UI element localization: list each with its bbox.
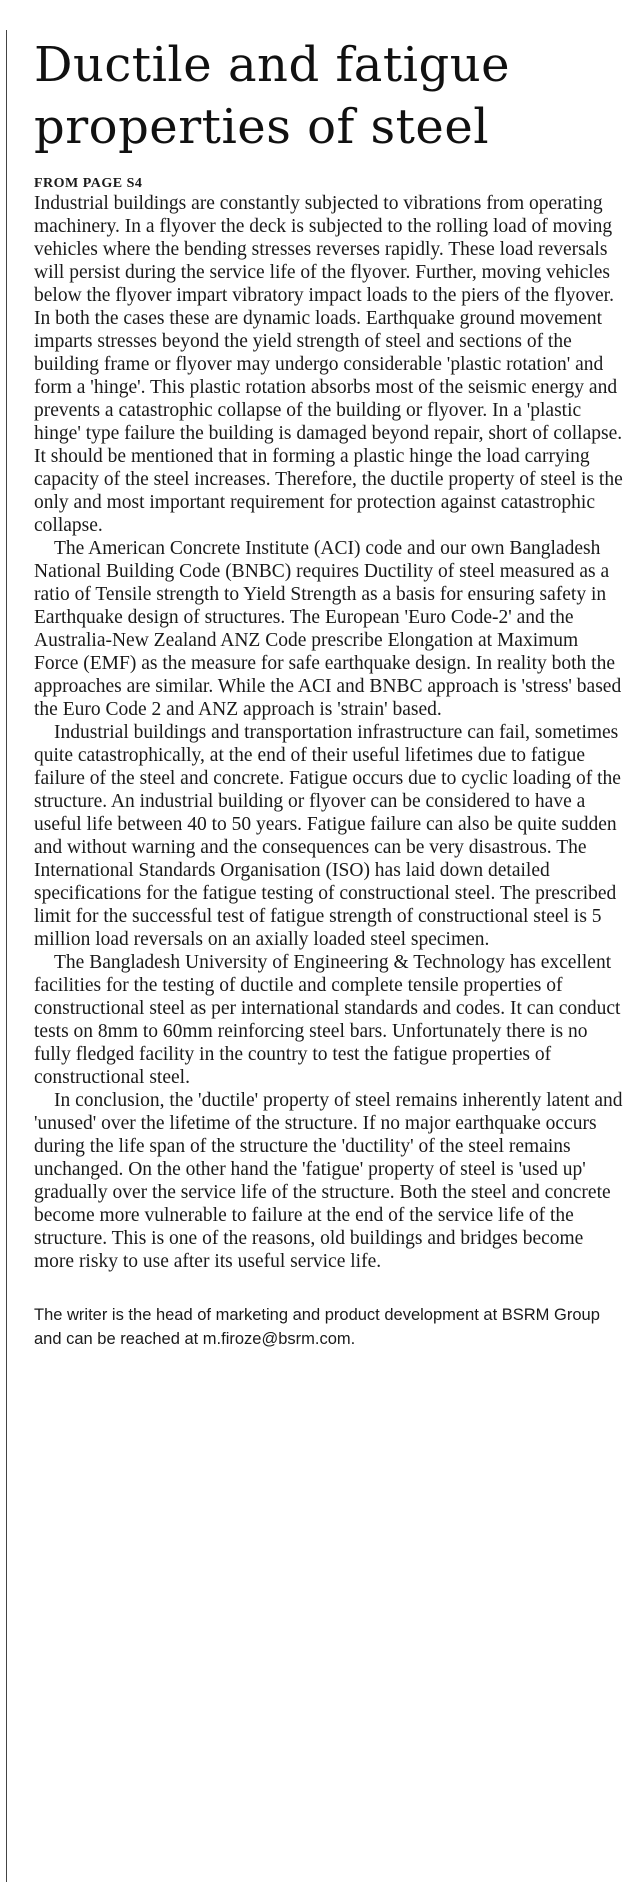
headline: [34, 34, 626, 158]
author-byline: The writer is the head of marketing and product development at BSRM Group and can be reached at m.firoze@bsrm.com.: [34, 1306, 600, 1348]
headline-line-2: properties of steel: [34, 99, 490, 155]
paragraph-4: The Bangladesh University of Engineering & Technology has excellent facilities for the testing of ductile and complete tensile properties of constructional steel as per international standards and codes. It can conduct tests on 8mm to 60mm reinforcing steel bars. Unfortunately there is no fully fledged facility in the country to test the fatigue properties of constructional steel.: [34, 952, 621, 1088]
paragraph-3: Industrial buildings and transportation infrastructure can fail, sometimes quite catastrophically, at the end of their useful lifetimes due to fatigue failure of the steel and concrete. Fatigue occurs due to cyclic loading of the structure. An industrial building or flyover can be considered to have a useful life between 40 to 50 years. Fatigue failure can also be quite sudden and without warning and the consequences can be very disastrous. The International Standards Organisation (ISO) has laid down detailed specifications for the fatigue testing of constructional steel. The prescribed limit for the successful test of fatigue strength of constructional steel is 5 million load reversals on an axially loaded steel specimen.: [34, 722, 621, 950]
paragraph-1: Industrial buildings are constantly subjected to vibrations from operating machinery. In a flyover the deck is subjected to the rolling load of moving vehicles where the bending stresses reverses rapidly. These load reversals will persist during the service life of the flyover. Further, moving vehicles below the flyover impart vibratory impact loads to the piers of the flyover. In both the cases these are dynamic loads. Earthquake ground movement imparts stresses beyond the yield strength of steel and sections of the building frame or flyover may undergo considerable 'plastic rotation' and form a 'hinge'. This plastic rotation absorbs most of the seismic energy and prevents a catastrophic collapse of the building or flyover. In a 'plastic hinge' type failure the building is damaged beyond repair, short of collapse. It should be mentioned that in forming a plastic hinge the load carrying capacity of the steel increases. Therefore, the ductile property of steel is the only and most important requirement for protection against catastrophic collapse.: [34, 193, 623, 536]
article: [34, 0, 626, 1351]
paragraph-5: In conclusion, the 'ductile' property of steel remains inherently latent and 'unused' over the lifetime of the structure. If no major earthquake occurs during the life span of the structure the 'ductility' of the steel remains unchanged. On the other hand the 'fatigue' property of steel is 'used up' gradually over the service life of the structure. Both the steel and concrete become more vulnerable to failure at the end of the service life of the structure. This is one of the reasons, old buildings and bridges become more risky to use after its useful service life.: [34, 1090, 623, 1272]
article-body: [34, 192, 626, 1273]
headline-line-1: Ductile and fatigue: [34, 37, 511, 93]
continuation-label: FROM PAGE S4: [34, 176, 143, 191]
paragraph-2: The American Concrete Institute (ACI) code and our own Bangladesh National Building Code (BNBC) requires Ductility of steel measured as a ratio of Tensile strength to Yield Strength as a basis for ensuring safety in Earthquake design of structures. The European 'Euro Code-2' and the Australia-New Zealand ANZ Code prescribe Elongation at Maximum Force (EMF) as the measure for safe earthquake design. In reality both the approaches are similar. While the ACI and BNBC approach is 'stress' based the Euro Code 2 and ANZ approach is 'strain' based.: [34, 538, 622, 720]
column-rule: [6, 30, 7, 1882]
